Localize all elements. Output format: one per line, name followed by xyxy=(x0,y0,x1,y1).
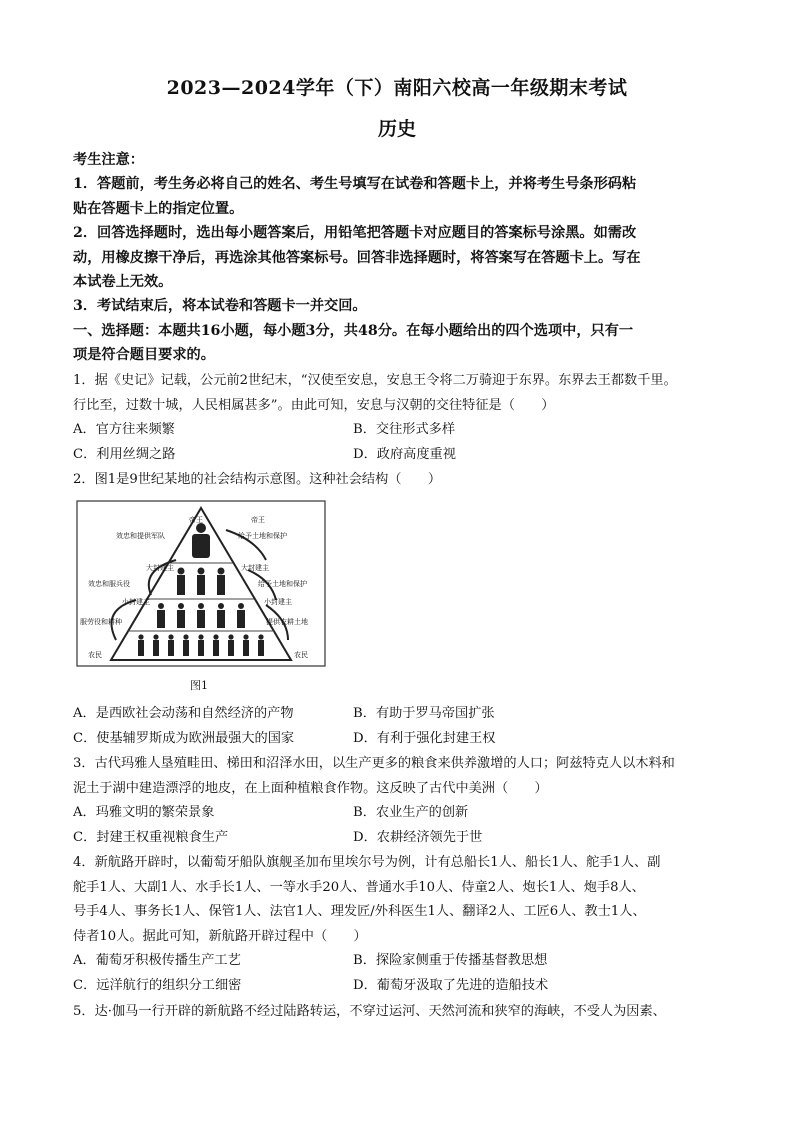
question-options xyxy=(73,418,723,467)
option-b[interactable]: B．交往形式多样 xyxy=(353,422,456,437)
exam-notice xyxy=(73,148,723,368)
option-c[interactable]: C．远洋航行的组织分工细密 xyxy=(73,977,242,993)
notice-heading: 考生注意： xyxy=(73,152,144,168)
label-small-lord: 小封建主 xyxy=(122,598,150,606)
option-d[interactable]: D．政府高度重视 xyxy=(353,446,456,462)
question-stem: 5．达·伽马一行开辟的新航路不经过陆路转运，不穿过运河、天然河流和狭窄的海峡，不受人为因素、 xyxy=(73,1004,666,1019)
option-d[interactable]: D．有利于强化封建王权 xyxy=(353,730,496,746)
option-a[interactable]: A．官方往来频繁 xyxy=(73,422,175,437)
option-d[interactable]: D．葡萄牙汲取了先进的造船技术 xyxy=(353,977,549,993)
notice-line: 贴在答题卡上的指定位置。 xyxy=(73,200,244,217)
option-a[interactable]: A．是西欧社会动荡和自然经济的产物 xyxy=(73,706,294,721)
peasant-figures xyxy=(138,634,264,656)
question-options xyxy=(73,801,723,850)
question-stem: 泥土于湖中建造漂浮的地皮，在上面种植粮食作物。这反映了古代中美洲（ ） xyxy=(73,780,548,796)
label-king-top: 帝王 xyxy=(189,516,203,524)
label-loyalty-army: 效忠和提供军队 xyxy=(116,532,165,540)
option-c[interactable]: C．封建王权重视粮食生产 xyxy=(73,829,229,845)
question-options xyxy=(73,702,723,751)
question-stem: 2．图1是9世纪某地的社会结构示意图。这种社会结构（ ） xyxy=(73,472,442,487)
question-stem: 4．新航路开辟时，以葡萄牙船队旗舰圣加布里埃尔号为例，计有总船长1人、船长1人、舵手1人、副 xyxy=(73,855,661,870)
subject-title: 历史 xyxy=(377,118,416,140)
question-2-options xyxy=(73,702,723,751)
notice-line: 2．回答选择题时，选出每小题答案后，用铅笔把答题卡对应题目的答案标号涂黑。如需改 xyxy=(73,225,637,242)
option-c[interactable]: C．使基辅罗斯成为欧洲最强大的国家 xyxy=(73,730,295,746)
label-farming-land: 提供农耕土地 xyxy=(266,618,308,626)
question-stem: 行比至，过数十城，人民相属甚多”。由此可知，安息与汉朝的交往特征是（ ） xyxy=(73,397,555,413)
great-lord-figures xyxy=(177,568,225,596)
option-b[interactable]: B．有助于罗马帝国扩张 xyxy=(353,706,495,721)
question-4 xyxy=(73,851,723,998)
label-king-right: 帝王 xyxy=(251,516,265,524)
question-2 xyxy=(73,468,723,493)
question-stem: 1．据《史记》记载，公元前2世纪末，“汉使至安息，安息王令将二万骑迎于东界。东界去王都数千里。 xyxy=(73,373,677,388)
notice-line: 本试卷上无效。 xyxy=(73,274,173,291)
label-land-protection: 给予土地和保护 xyxy=(238,532,287,540)
section-heading: 一、选择题：本题共16小题，每小题3分，共48分。在每小题给出的四个选项中，只有一 xyxy=(73,322,634,339)
option-c[interactable]: C．利用丝绸之路 xyxy=(73,446,176,462)
notice-line: 动，用橡皮擦干净后，再选涂其他答案标号。回答非选择题时，将答案写在答题卡上。写在 xyxy=(73,249,641,266)
question-stem: 3．古代玛雅人垦殖畦田、梯田和沼泽水田，以生产更多的粮食来供养激增的人口；阿兹特克人以木料和 xyxy=(73,756,675,771)
option-d[interactable]: D．农耕经济领先于世 xyxy=(353,829,483,845)
notice-line: 1．答题前，考生务必将自己的姓名、考生号填写在试卷和答题卡上，并将考生号条形码粘 xyxy=(73,176,637,193)
question-stem: 号手4人、事务长1人、保管1人、法官1人、理发匠/外科医生1人、翻译2人、工匠6人、教士1人、 xyxy=(73,904,646,919)
option-b[interactable]: B．农业生产的创新 xyxy=(353,805,469,820)
label-great-lord: 大封建主 xyxy=(146,564,174,572)
figure-caption: 图1 xyxy=(190,679,208,692)
option-a[interactable]: A．玛雅文明的繁荣景象 xyxy=(73,805,215,820)
question-stem: 侍者10人。据此可知，新航路开辟过程中（ ） xyxy=(73,928,367,944)
label-small-lord: 小封建主 xyxy=(264,598,292,606)
label-labor-farming: 服劳役和耕种 xyxy=(80,618,122,626)
label-great-lord: 大封建主 xyxy=(241,564,269,572)
social-structure-figure xyxy=(76,500,326,695)
question-1 xyxy=(73,369,723,467)
question-5 xyxy=(73,1000,723,1025)
section-heading: 项是符合题目要求的。 xyxy=(73,347,215,364)
question-3 xyxy=(73,752,723,850)
label-peasant: 农民 xyxy=(294,651,308,659)
label-peasant: 农民 xyxy=(88,651,102,659)
label-land-protection: 给予土地和保护 xyxy=(258,580,307,588)
question-options xyxy=(73,949,723,998)
exam-title: 2023—2024学年（下）南阳六校高一年级期末考试 xyxy=(166,77,628,99)
label-loyalty-service: 效忠和服兵役 xyxy=(88,580,130,588)
question-stem: 舵手1人、大副1人、水手长1人、一等水手20人、普通水手10人、侍童2人、炮长1人、炮手8人、 xyxy=(73,879,645,895)
option-b[interactable]: B．探险家侧重于传播基督教思想 xyxy=(353,953,548,968)
notice-line: 3．考试结束后，将本试卷和答题卡一并交回。 xyxy=(73,298,367,315)
option-a[interactable]: A．葡萄牙积极传播生产工艺 xyxy=(73,953,241,968)
